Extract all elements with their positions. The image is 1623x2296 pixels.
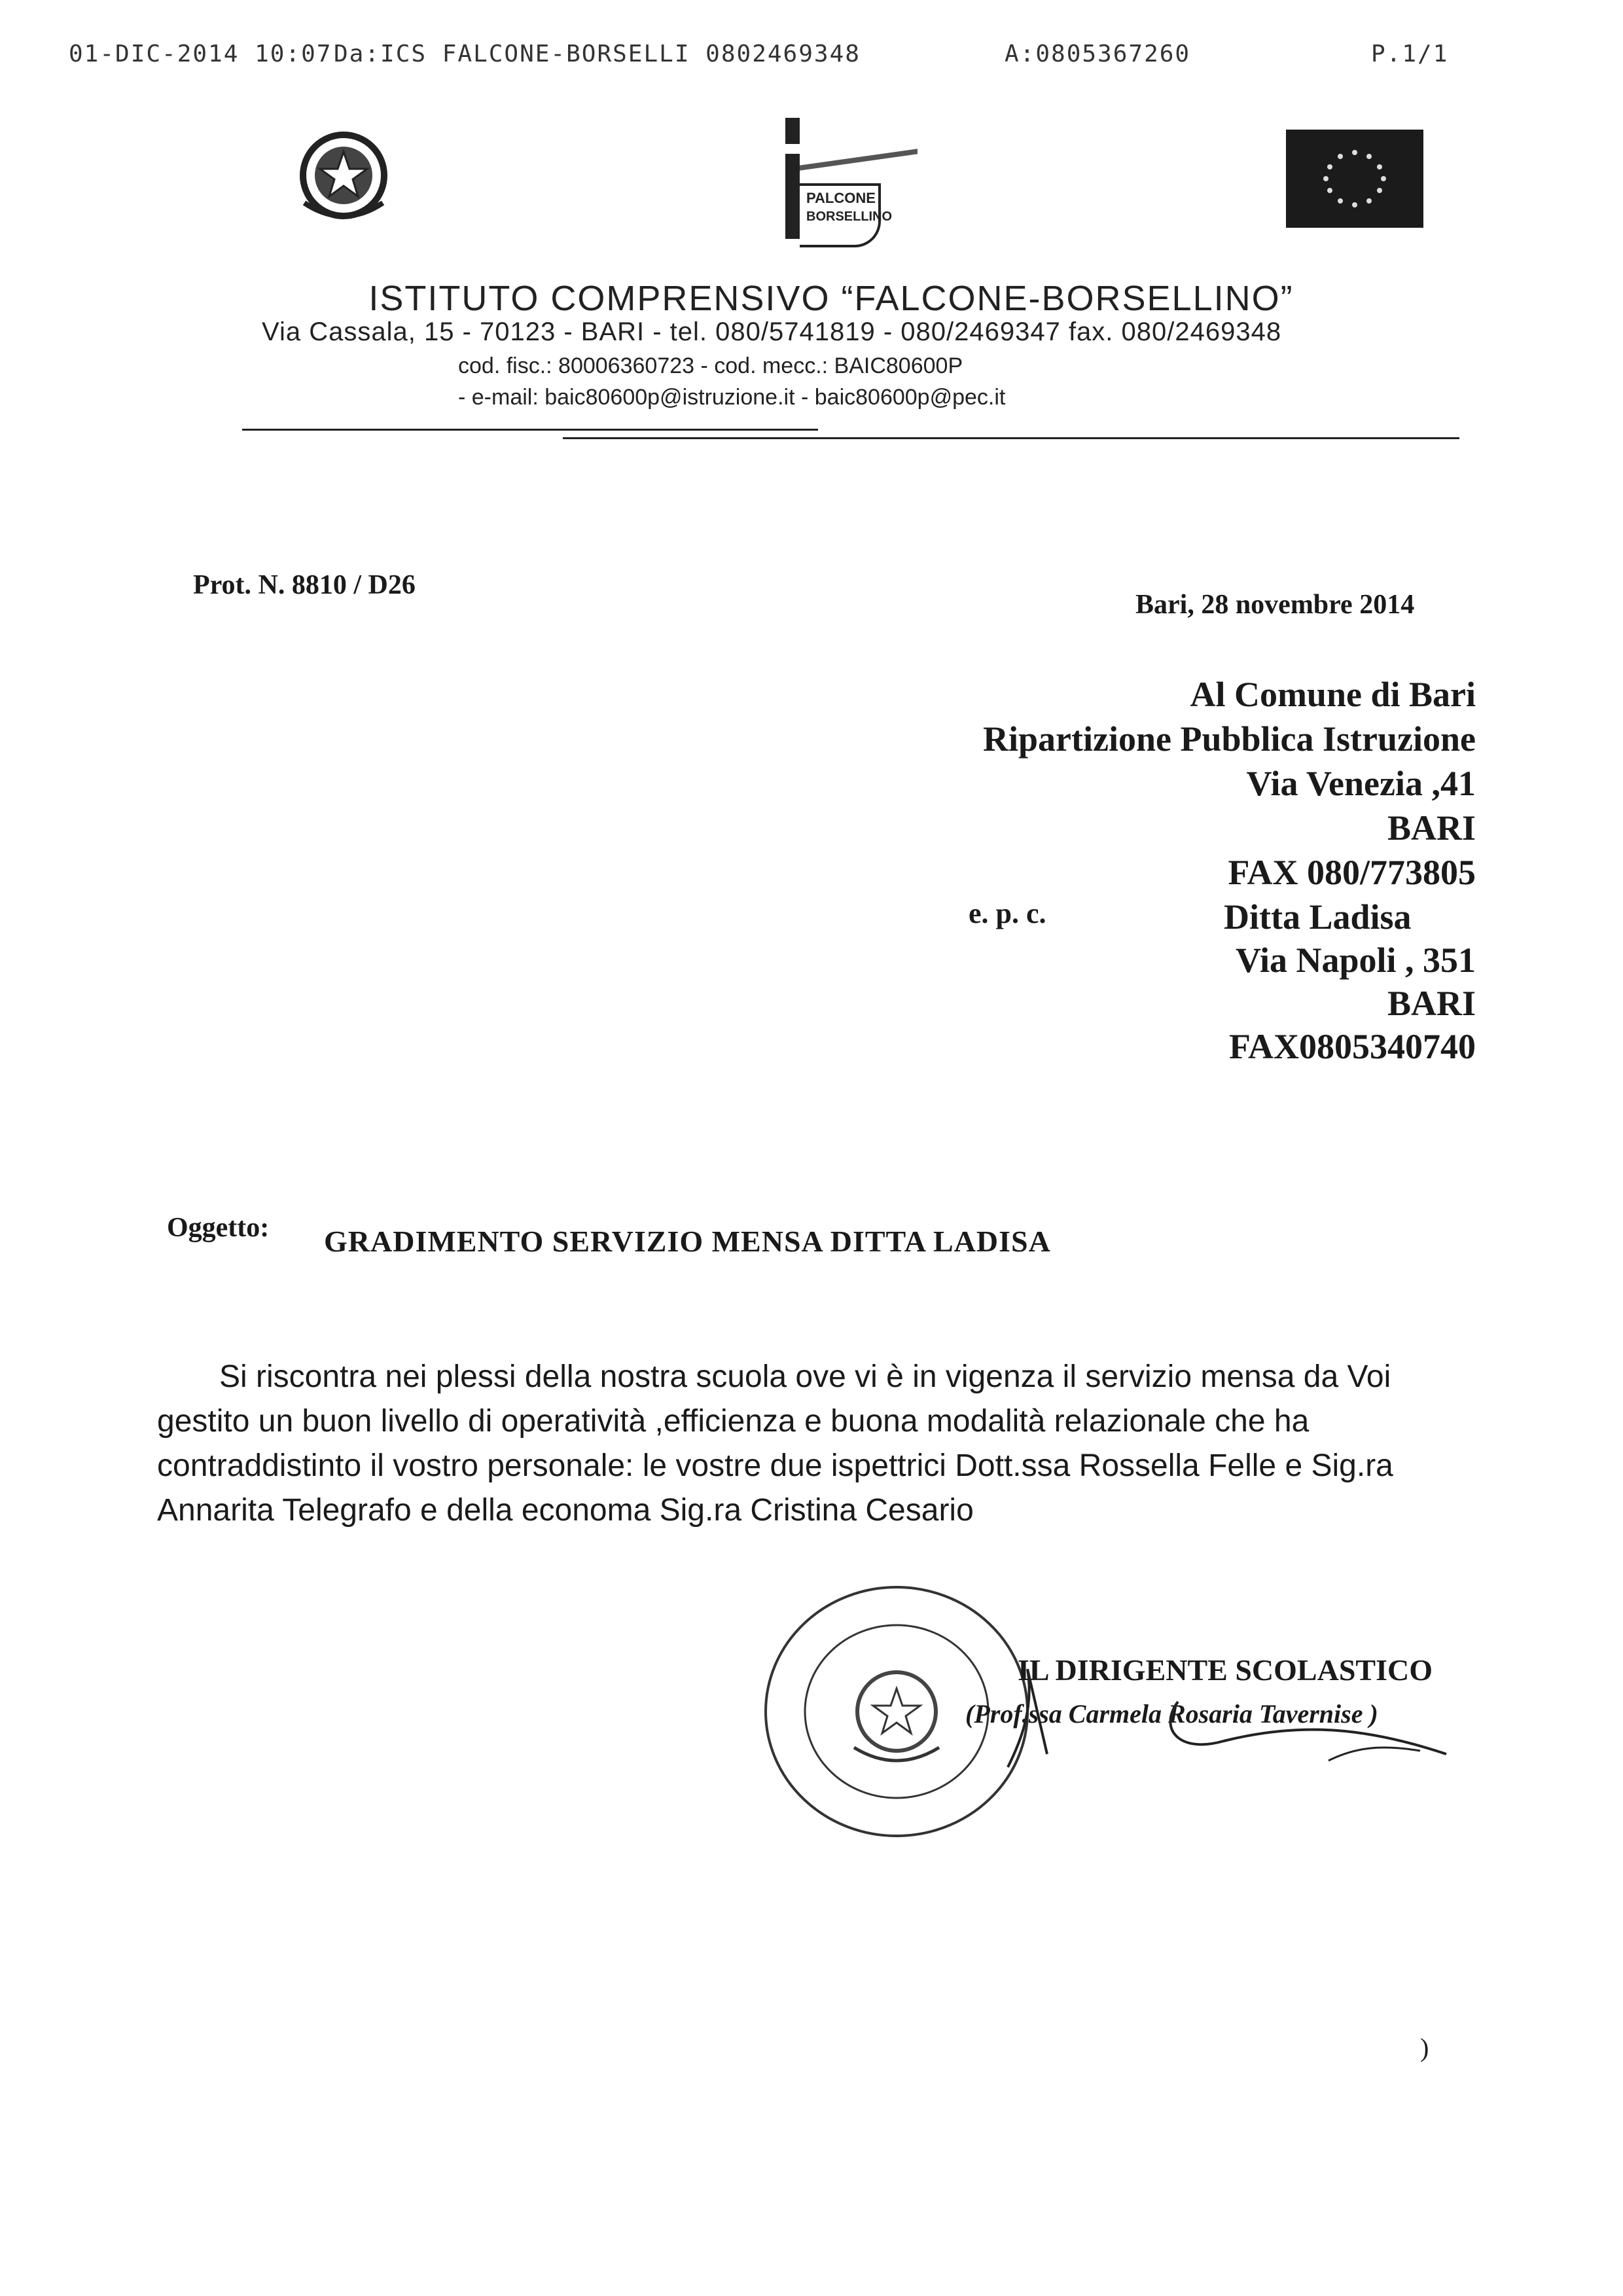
italian-republic-emblem-icon [291,124,396,229]
cc-line: BARI [1387,984,1476,1023]
handwritten-signature-icon [962,1630,1459,1780]
fax-from: Da:ICS FALCONE-BORSELLI 0802469348 [334,41,861,67]
scan-mark: ) [1420,2033,1429,2062]
recipient-line: FAX 080/773805 [1228,853,1476,892]
fax-datetime: 01-DIC-2014 10:07 [69,41,332,67]
recipient-line: Al Comune di Bari [1190,675,1476,714]
letter-date: Bari, 28 novembre 2014 [1135,590,1415,620]
school-name: ISTITUTO COMPRENSIVO “FALCONE-BORSELLINO” [368,279,1294,318]
logo-text-top: PALCONE [806,190,876,206]
signature-name: (Prof.ssa Carmela Rosaria Tavernise ) [965,1699,1378,1729]
cc-line: Via Napoli , 351 [1235,941,1476,980]
fax-page: P.1/1 [1371,41,1449,67]
recipient-line: Via Venezia ,41 [1246,764,1476,803]
header-rule-left [242,429,818,431]
cc-label: e. p. c. [969,897,1046,929]
fax-to: A:0805367260 [1005,41,1191,67]
cc-line: Ditta Ladisa [1224,897,1412,937]
school-address: Via Cassala, 15 - 70123 - BARI - tel. 080/5741819 - 080/2469347 fax. 080/2469348 [262,317,1282,346]
protocol-number: Prot. N. 8810 / D26 [193,570,416,600]
cc-line: FAX0805340740 [1229,1027,1476,1066]
fax-header [0,41,1623,80]
eu-flag-icon [1286,130,1423,228]
signature-title: IL DIRIGENTE SCOLASTICO [1018,1653,1433,1687]
body-paragraph: Si riscontra nei plessi della nostra scuola ove vi è in vigenza il servizio mensa da Voi gestito un buon livello di operatività ,efficienza e buona modalità relazionale che ha contraddistinto il vostro personale: le vostre due ispettrici Dott.ssa Rossella Felle e Sig.ra Annarita Telegrafo e della economa Sig.ra Cristina Cesario [157,1359,1393,1528]
recipient-line: Ripartizione Pubblica Istruzione [983,719,1476,759]
school-logo [785,118,955,242]
header-rule-right [563,437,1459,439]
school-emails: - e-mail: baic80600p@istruzione.it - baic80600p@pec.it [458,385,1006,410]
recipient-line: BARI [1387,808,1476,848]
subject-text: GRADIMENTO SERVIZIO MENSA DITTA LADISA [324,1225,1051,1258]
logo-text-bottom: BORSELLINO [806,209,893,224]
letter-body [157,1355,1466,1533]
subject-label: Oggetto: [167,1213,270,1243]
school-codes: cod. fisc.: 80006360723 - cod. mecc.: BAIC80600P [458,353,963,378]
